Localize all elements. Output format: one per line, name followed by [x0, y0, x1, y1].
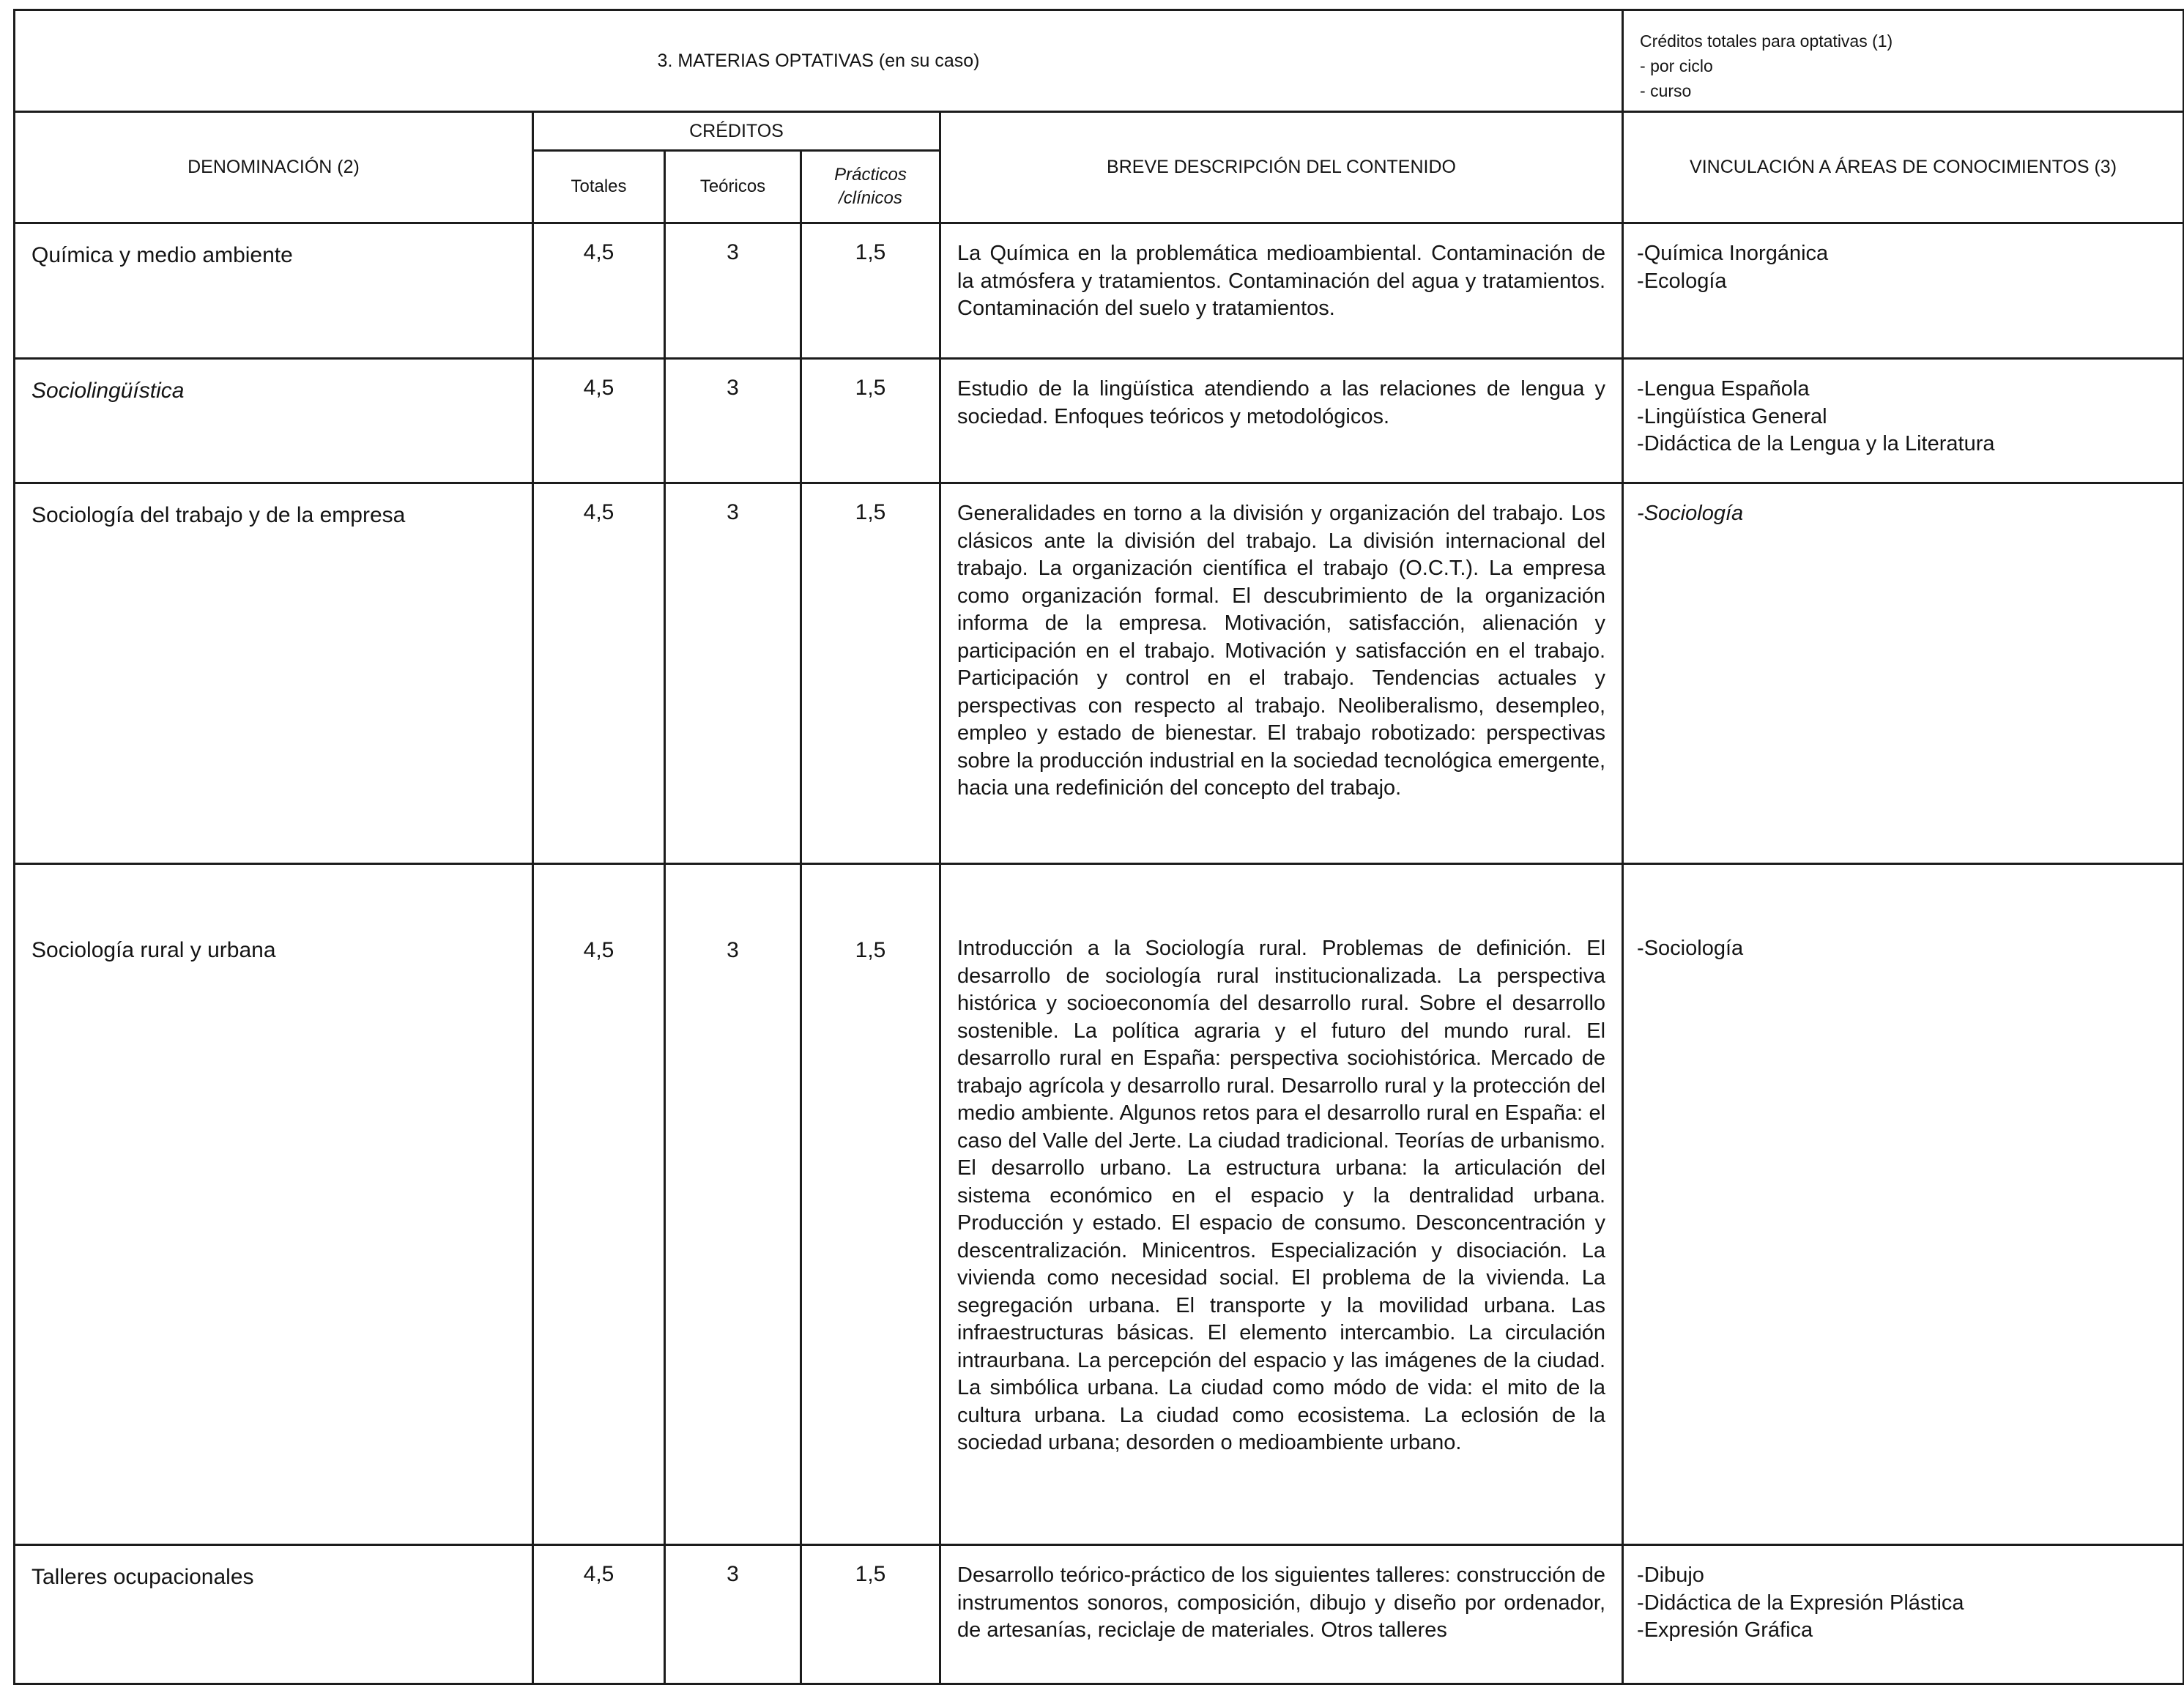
area-item: -Lingüística General — [1637, 404, 1827, 428]
credits-teoricos: 3 — [665, 1545, 801, 1684]
area-item: -Lengua Española — [1637, 377, 1810, 401]
table-row — [15, 1545, 2184, 1684]
subject-description: Estudio de la lingüística atendiendo a las relaciones de lengua y sociedad. Enfoques teóricos y metodológicos. — [940, 359, 1623, 483]
header-creditos: CRÉDITOS — [533, 112, 940, 151]
table-row — [15, 359, 2184, 483]
subject-name: Sociología rural y urbana — [15, 864, 533, 1545]
knowledge-areas — [1623, 223, 2184, 359]
subject-name: Sociología del trabajo y de la empresa — [15, 483, 533, 864]
credits-teoricos: 3 — [665, 483, 801, 864]
area-item: -Didáctica de la Expresión Plástica — [1637, 1591, 1964, 1615]
credits-note-line: Créditos totales para optativas (1) — [1640, 31, 1893, 51]
subject-description: Generalidades en torno a la división y organización del trabajo. Los clásicos ante la división del trabajo. La división internacional del trabajo. La organización científica el trabajo (O.C.T.). La empresa como organización formal. El descubrimiento de la organización informa de la empresa. Motivación, satisfacción, alienación y participación en el trabajo. Motivación y satisfacción en el trabajo. Participación y control en el trabajo. Tendencias actuales y perspectivas con respecto al trabajo. Neoliberalismo, desempleo, empleo y estado de bienestar. El trabajo robotizado: perspectivas sobre la producción industrial en la sociedad tecnológica emergente, hacia una redefinición del concepto del trabajo. — [940, 483, 1623, 864]
subject-description: Desarrollo teórico-práctico de los siguientes talleres: construcción de instrumentos sonoros, composición, dibujo y diseño por ordenador, de artesanías, reciclaje de materiales. Otros talleres — [940, 1545, 1623, 1684]
section-title: 3. MATERIAS OPTATIVAS (en su caso) — [15, 10, 1623, 112]
credits-note-line: - curso — [1640, 81, 1692, 100]
credits-totales: 4,5 — [533, 483, 665, 864]
area-item: -Didáctica de la Lengua y la Literatura — [1637, 432, 1995, 455]
credits-note-line: - por ciclo — [1640, 56, 1713, 75]
credits-teoricos: 3 — [665, 223, 801, 359]
subject-name: Química y medio ambiente — [15, 223, 533, 359]
header-practicos: Prácticos /clínicos — [801, 151, 940, 223]
table-row — [15, 864, 2184, 1545]
subject-description: Introducción a la Sociología rural. Problemas de definición. El desarrollo de sociología rural institucionalizada. La perspectiva histórica y socioeconomía del desarrollo rural. Sobre el desarrollo sostenible. La política agraria y el futuro del mundo rural. El desarrollo rural en España: perspectiva sociohistórica. Mercado de trabajo agrícola y desarrollo rural. Desarrollo rural y la protección del medio ambiente. Algunos retos para el desarrollo rural en España: el caso del Valle del Jerte. La ciudad tradicional. Teorías de urbanismo. El desarrollo urbano. La estructura urbana: la articulación del sistema económico en el espacio y la dentralidad urbana. Producción y estado. El espacio de consumo. Desconcentración y descentralización. Minicentros. Especialización y disociación. La vivienda como necesidad social. El problema de la vivienda. La segregación urbana. El transporte y la movilidad urbana. Las infraestructuras básicas. El elemento intercambio. La circulación intraurbana. La percepción del espacio y las imágenes de la ciudad. La simbólica urbana. La ciudad como módo de vida: el mito de la cultura urbana. La ciudad como ecosistema. La eclosión de la sociedad urbana; desorden o medioambiente urbano. — [940, 864, 1623, 1545]
subject-name: Sociolingüística — [15, 359, 533, 483]
header-teoricos: Teóricos — [665, 151, 801, 223]
area-item: -Química Inorgánica — [1637, 242, 1829, 265]
header-totales: Totales — [533, 151, 665, 223]
credits-practicos: 1,5 — [801, 359, 940, 483]
area-item: -Expresión Gráfica — [1637, 1618, 1813, 1642]
area-item: -Sociología — [1637, 937, 1744, 960]
subject-description: La Química en la problemática medioambiental. Contaminación de la atmósfera y tratamientos. Contaminación del agua y tratamientos. Contaminación del suelo y tratamientos. — [940, 223, 1623, 359]
area-item: -Dibujo — [1637, 1563, 1704, 1587]
credits-note — [1623, 10, 2184, 112]
credits-totales: 4,5 — [533, 359, 665, 483]
table-row — [15, 483, 2184, 864]
knowledge-areas — [1623, 359, 2184, 483]
optativas-table — [13, 9, 2184, 1685]
credits-practicos: 1,5 — [801, 483, 940, 864]
header-descripcion: BREVE DESCRIPCIÓN DEL CONTENIDO — [940, 112, 1623, 223]
column-header-row — [15, 112, 2184, 151]
header-denominacion: DENOMINACIÓN (2) — [15, 112, 533, 223]
table-row — [15, 223, 2184, 359]
credits-teoricos: 3 — [665, 359, 801, 483]
area-item: -Sociología — [1637, 502, 1744, 525]
credits-totales: 4,5 — [533, 864, 665, 1545]
credits-totales: 4,5 — [533, 1545, 665, 1684]
credits-practicos: 1,5 — [801, 864, 940, 1545]
credits-teoricos: 3 — [665, 864, 801, 1545]
credits-practicos: 1,5 — [801, 223, 940, 359]
knowledge-areas — [1623, 1545, 2184, 1684]
knowledge-areas — [1623, 483, 2184, 864]
subject-name: Talleres ocupacionales — [15, 1545, 533, 1684]
header-vinculacion: VINCULACIÓN A ÁREAS DE CONOCIMIENTOS (3) — [1623, 112, 2184, 223]
banner-row — [15, 10, 2184, 112]
credits-totales: 4,5 — [533, 223, 665, 359]
credits-practicos: 1,5 — [801, 1545, 940, 1684]
area-item: -Ecología — [1637, 269, 1727, 293]
knowledge-areas — [1623, 864, 2184, 1545]
